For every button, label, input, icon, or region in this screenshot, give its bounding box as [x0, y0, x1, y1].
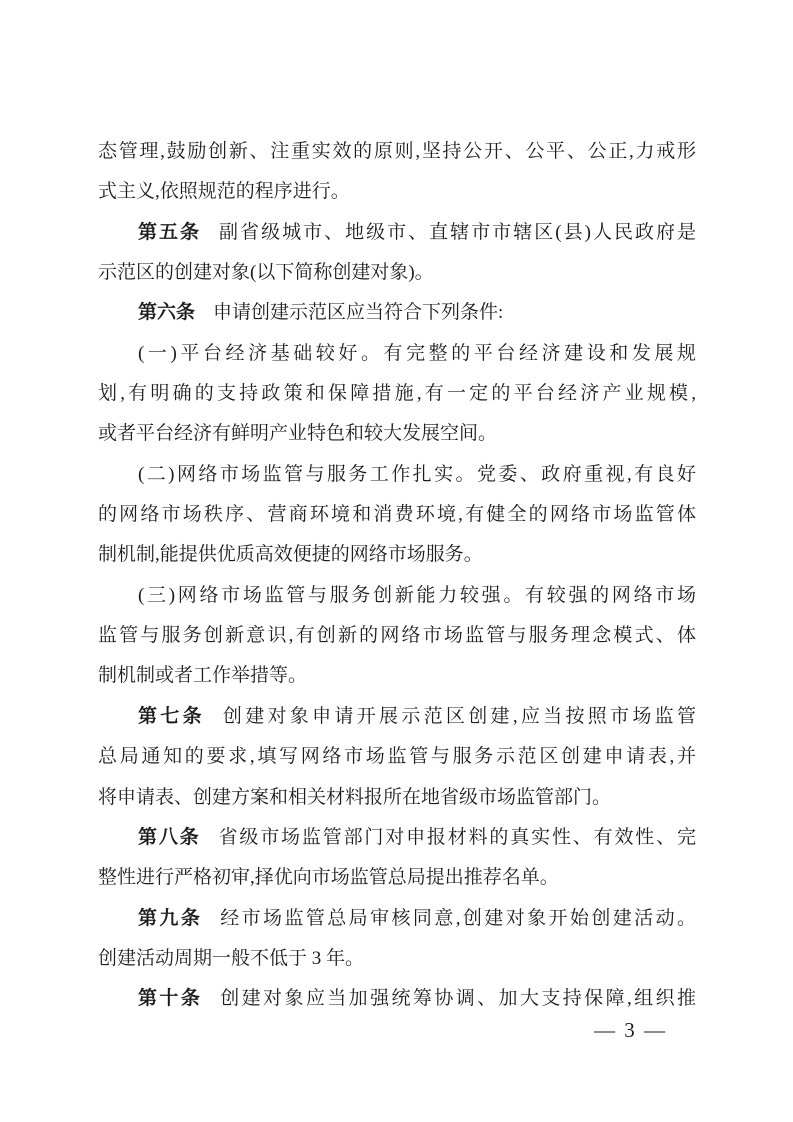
line-text: 态管理,鼓励创新、注重实效的原则,坚持公开、公平、公正,力戒形: [98, 141, 696, 162]
text-line: [98, 979, 696, 1019]
line-text: 式主义,依照规范的程序进行。: [98, 181, 350, 203]
text-line: [98, 535, 696, 575]
text-line: [98, 737, 696, 777]
text-line: [98, 858, 696, 898]
article-number: 第八条: [138, 826, 201, 848]
line-text: 省级市场监管部门对申报材料的真实性、有效性、完: [218, 826, 696, 848]
text-line: [98, 132, 696, 172]
line-text: 创建对象申请开展示范区创建,应当按照市场监管: [222, 705, 696, 727]
line-text: 制机制或者工作举措等。: [98, 665, 308, 687]
line-text: 制机制,能提供优质高效便捷的网络市场服务。: [98, 544, 483, 566]
text-line: [98, 495, 696, 535]
text-line: [98, 616, 696, 656]
text-line: [98, 697, 696, 737]
line-text: 示范区的创建对象(以下简称创建对象)。: [98, 262, 434, 284]
line-text: 经市场监管总局审核同意,创建对象开始创建活动。: [220, 907, 696, 929]
line-text: 副省级城市、地级市、直辖市市辖区(县)人民政府是: [219, 221, 696, 243]
line-text: 创建活动周期一般不低于 3 年。: [98, 947, 365, 969]
text-line: [98, 213, 696, 253]
document-body: [98, 132, 696, 1020]
article-number: 第十条: [138, 988, 203, 1010]
text-line: [98, 253, 696, 293]
line-text: 监管与服务创新意识,有创新的网络市场监管与服务理念模式、体: [98, 625, 696, 647]
line-text: (一)平台经济基础较好。有完整的平台经济建设和发展规: [138, 342, 696, 364]
line-text: 将申请表、创建方案和相关材料报所在地省级市场监管部门。: [98, 786, 612, 808]
text-line: [98, 899, 696, 939]
article-number: 第六条: [138, 302, 196, 324]
line-text: 或者平台经济有鲜明产业特色和较大发展空间。: [98, 423, 498, 445]
line-text: 创建对象应当加强统筹协调、加大支持保障,组织推: [220, 988, 696, 1010]
page-number: — 3 —: [594, 1018, 667, 1042]
line-text: 整性进行严格初审,择优向市场监管总局提出推荐名单。: [98, 867, 559, 889]
text-line: [98, 656, 696, 696]
text-line: [98, 939, 696, 979]
text-line: [98, 374, 696, 414]
line-text: 划,有明确的支持政策和保障措施,有一定的平台经济产业规模,: [98, 383, 696, 405]
article-number: 第五条: [138, 221, 202, 243]
line-text: 申请创建示范区应当符合下列条件:: [213, 302, 504, 324]
line-text: (二)网络市场监管与服务工作扎实。党委、政府重视,有良好: [138, 463, 696, 485]
text-line: [98, 172, 696, 212]
text-line: [98, 455, 696, 495]
line-text: 的网络市场秩序、营商环境和消费环境,有健全的网络市场监管体: [98, 504, 696, 526]
line-text: (三)网络市场监管与服务创新能力较强。有较强的网络市场: [138, 584, 696, 606]
text-line: [98, 778, 696, 818]
text-line: [98, 414, 696, 454]
article-number: 第九条: [138, 907, 203, 929]
text-line: [98, 576, 696, 616]
line-text: 总局通知的要求,填写网络市场监管与服务示范区创建申请表,并: [98, 746, 696, 768]
article-number: 第七条: [138, 705, 205, 727]
text-line: [98, 334, 696, 374]
text-line: [98, 818, 696, 858]
text-line: [98, 293, 696, 333]
